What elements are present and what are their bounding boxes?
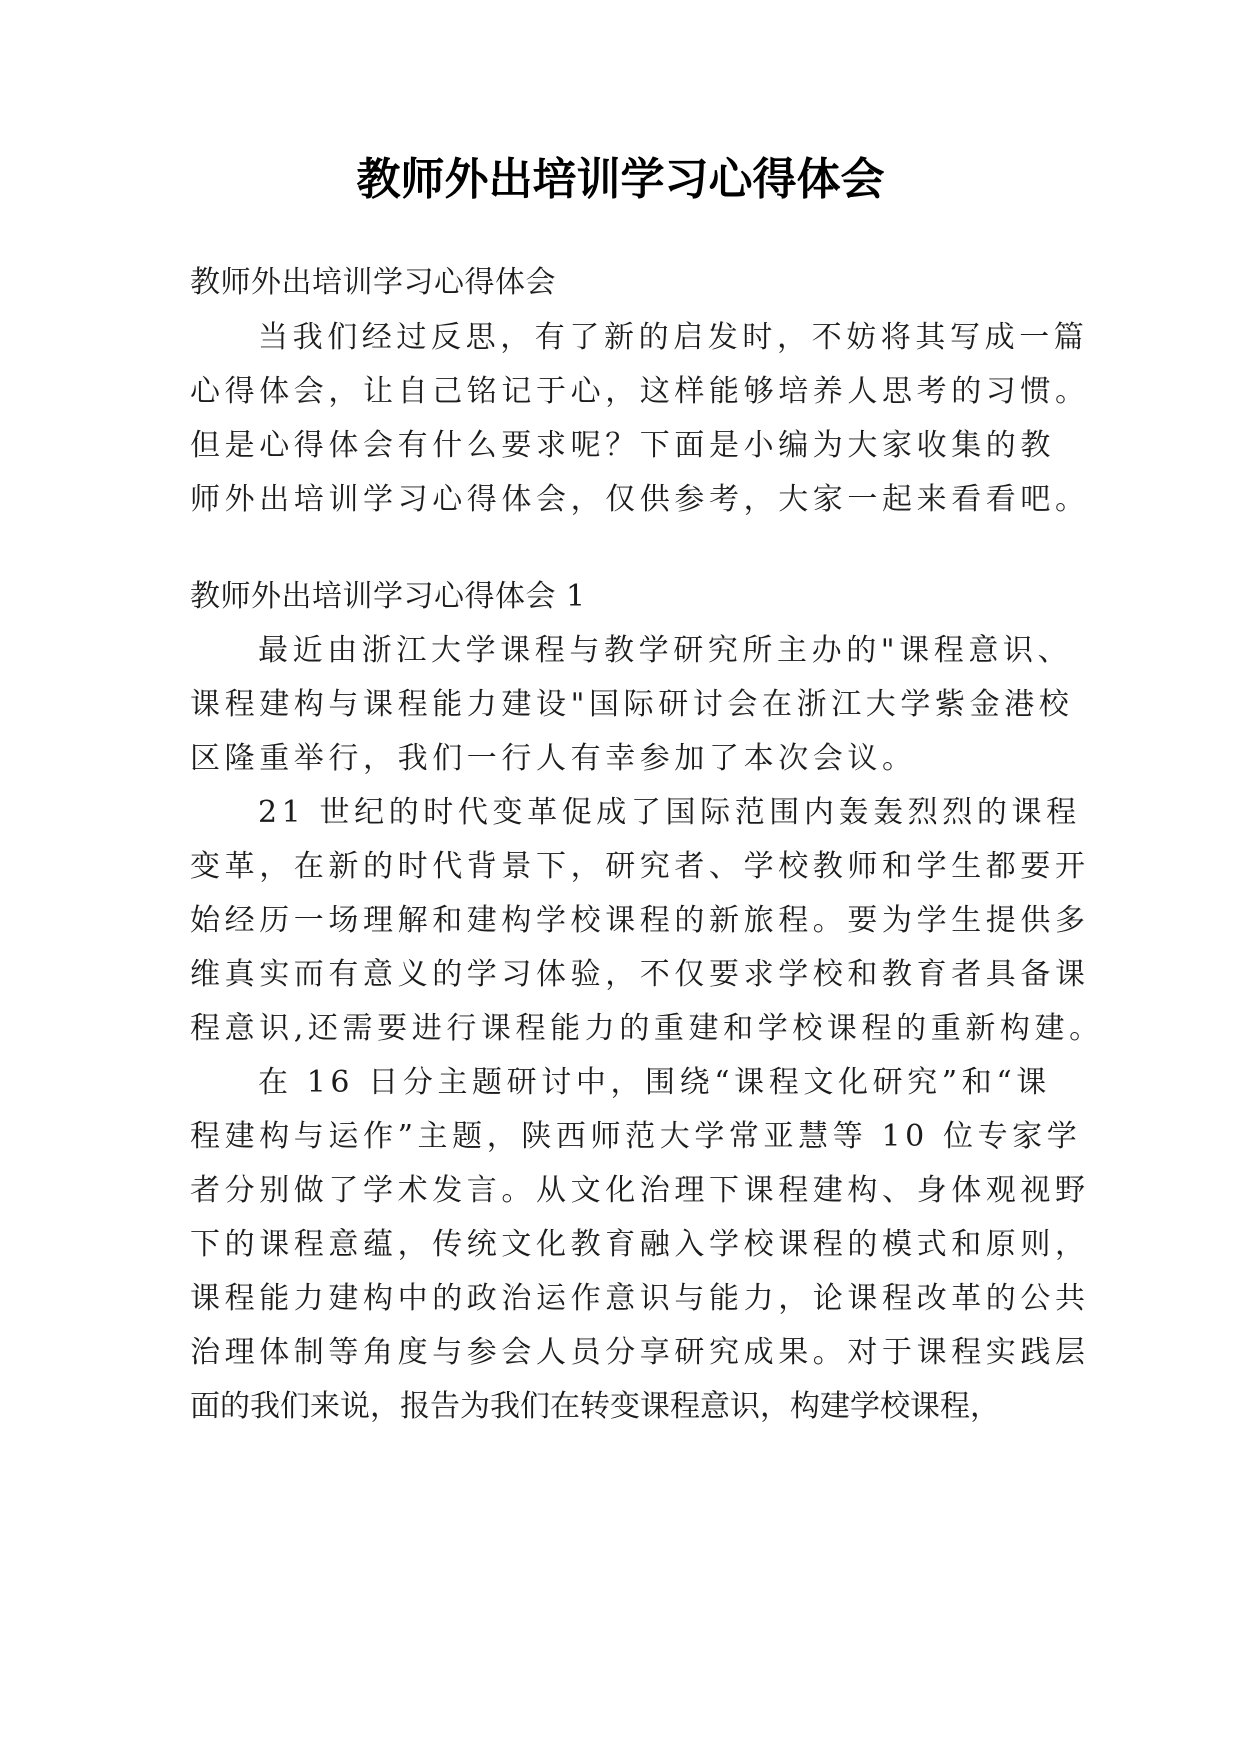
paragraph-line: 程建构与运作”主题，陕西师范大学常亚慧等 10 位专家学 xyxy=(190,1119,1082,1154)
document-body xyxy=(190,253,1104,1653)
intro-line: 但是心得体会有什么要求呢？下面是小编为大家收集的教 xyxy=(190,428,1055,463)
subtitle-heading: 教师外出培训学习心得体会 xyxy=(190,265,556,300)
paragraph-line: 最近由浙江大学课程与教学研究所主办的"课程意识、 xyxy=(258,633,1073,668)
intro-line: 当我们经过反思，有了新的启发时，不妨将其写成一篇 xyxy=(258,320,1089,355)
intro-line: 师外出培训学习心得体会，仅供参考，大家一起来看看吧。 xyxy=(190,482,1090,517)
paragraph-line: 程意识,还需要进行课程能力的重建和学校课程的重新构建。 xyxy=(190,1011,1104,1046)
paragraph-line: 在 16 日分主题研讨中，围绕“课程文化研究”和“课 xyxy=(258,1065,1051,1100)
paragraph-line: 下的课程意蕴，传统文化教育融入学校课程的模式和原则， xyxy=(190,1227,1090,1262)
paragraph-line: 区隆重举行，我们一行人有幸参加了本次会议。 xyxy=(190,741,917,776)
paragraph-line: 治理体制等角度与参会人员分享研究成果。对于课程实践层 xyxy=(190,1335,1090,1370)
document-title: 教师外出培训学习心得体会 xyxy=(356,154,885,205)
paragraph-line: 始经历一场理解和建构学校课程的新旅程。要为学生提供多 xyxy=(190,903,1090,938)
section-heading: 教师外出培训学习心得体会 1 xyxy=(190,579,586,614)
paragraph-line: 21 世纪的时代变革促成了国际范围内轰轰烈烈的课程 xyxy=(258,795,1081,830)
paragraph-line: 者分别做了学术发言。从文化治理下课程建构、身体观视野 xyxy=(190,1173,1090,1208)
intro-line: 心得体会，让自己铭记于心，这样能够培养人思考的习惯。 xyxy=(190,374,1090,409)
paragraph-line: 变革，在新的时代背景下，研究者、学校教师和学生都要开 xyxy=(190,849,1090,884)
paragraph-line: 课程能力建构中的政治运作意识与能力，论课程改革的公共 xyxy=(190,1281,1090,1316)
paragraph-line: 面的我们来说，报告为我们在转变课程意识，构建学校课程， xyxy=(190,1389,1000,1424)
paragraph-line: 维真实而有意义的学习体验，不仅要求学校和教育者具备课 xyxy=(190,957,1090,992)
paragraph-line: 课程建构与课程能力建设"国际研讨会在浙江大学紫金港校 xyxy=(190,687,1074,722)
